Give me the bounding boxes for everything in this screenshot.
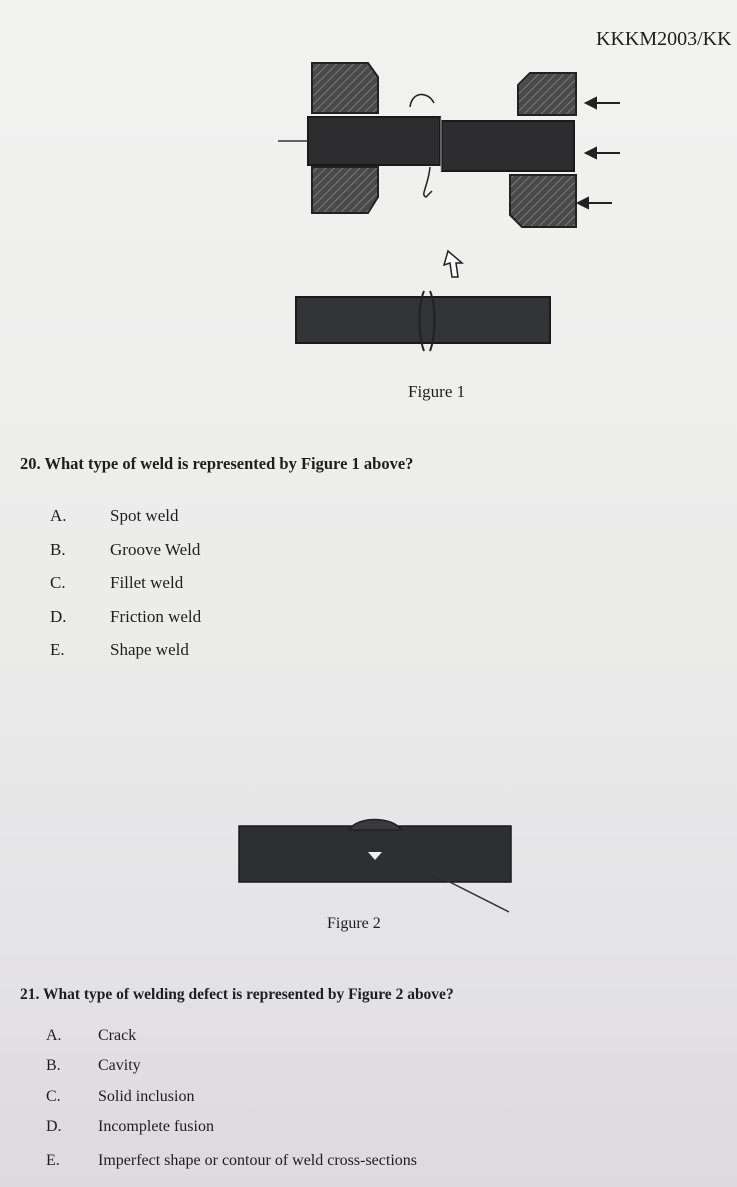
option-text: Solid inclusion bbox=[98, 1088, 195, 1105]
rotation-arrow-top-icon bbox=[410, 94, 434, 107]
option-letter: E. bbox=[46, 1152, 60, 1169]
left-chuck bbox=[312, 63, 378, 113]
weld-bead bbox=[349, 820, 401, 831]
option-text: Shape weld bbox=[110, 640, 189, 659]
figure-2-weld-defect-diagram bbox=[225, 810, 525, 920]
option-letter: A. bbox=[50, 506, 67, 525]
option-text: Fillet weld bbox=[110, 573, 184, 592]
option-letter: B. bbox=[50, 540, 66, 559]
right-chuck-lower bbox=[510, 175, 576, 227]
down-arrow-icon bbox=[444, 251, 462, 277]
option-text: Groove Weld bbox=[110, 540, 201, 559]
option-text: Spot weld bbox=[110, 506, 179, 525]
question-20: 20. What type of weld is represented by Figure 1 above? bbox=[20, 454, 414, 473]
option-letter: D. bbox=[50, 607, 67, 626]
option-text: Imperfect shape or contour of weld cross-sections bbox=[98, 1152, 417, 1169]
figure-1-friction-weld-diagram bbox=[260, 55, 630, 355]
figure-1-caption: Figure 1 bbox=[408, 382, 466, 401]
option-text: Cavity bbox=[98, 1057, 141, 1074]
option-letter: A. bbox=[46, 1027, 62, 1044]
option-letter: B. bbox=[46, 1057, 61, 1074]
option-letter: C. bbox=[50, 573, 66, 592]
right-chuck bbox=[518, 73, 576, 115]
rotation-arrow-bottom-icon bbox=[424, 167, 432, 197]
option-letter: E. bbox=[50, 640, 65, 659]
option-text: Crack bbox=[98, 1027, 137, 1044]
left-chuck-lower bbox=[312, 167, 378, 213]
welded-bar bbox=[296, 297, 550, 343]
option-letter: D. bbox=[46, 1118, 62, 1135]
figure-2-caption: Figure 2 bbox=[327, 915, 381, 932]
pressure-arrows-icon bbox=[578, 98, 620, 208]
document-code: KKKM2003/KK bbox=[596, 28, 732, 50]
rotating-bar bbox=[308, 117, 440, 165]
question-21: 21. What type of welding defect is represented by Figure 2 above? bbox=[20, 986, 454, 1003]
option-letter: C. bbox=[46, 1088, 61, 1105]
stationary-bar bbox=[442, 121, 574, 171]
option-text: Friction weld bbox=[110, 607, 202, 626]
option-text: Incomplete fusion bbox=[98, 1118, 214, 1135]
